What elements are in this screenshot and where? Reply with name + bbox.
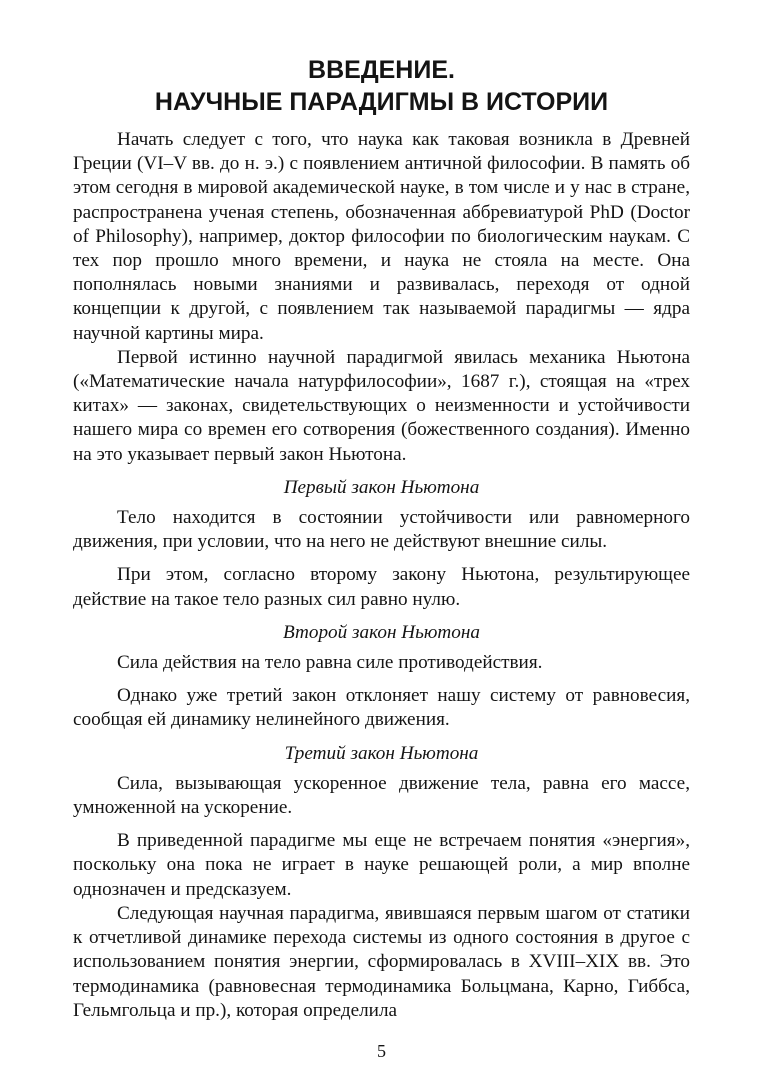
subheading-third-law: Третий закон Ньютона [284,742,479,764]
paragraph-third-law-note: Однако уже третий закон отклоняет нашу систему от равновесия, сообщая ей динамику нелинейного движения. [73,685,690,731]
page-number: 5 [377,1041,386,1061]
paragraph-third-law: Сила, вызывающая ускоренное движение тела, равна его массе, умноженной на ускорение. [73,772,690,819]
paragraph-second-law-note: При этом, согласно второму закону Ньютона, результирующее действие на такое тело разных сил равно нулю. [73,564,690,610]
paragraph-energy: В приведенной парадигме мы еще не встречаем понятия «энергия», поскольку она пока не играет в науке решающей роли, а мир вполне однозначен и предсказуем. [73,830,690,900]
chapter-title-line-1: ВВЕДЕНИЕ. [308,56,455,84]
paragraph-second-law: Сила действия на тело равна силе противодействия. [117,652,543,674]
subheading-second-law: Второй закон Ньютона [283,621,480,643]
body-text [73,128,690,1023]
subheading-first-law: Первый закон Ньютона [283,476,480,498]
paragraph-first-law: Тело находится в состоянии устойчивости или равномерного движения, при условии, что на него не действуют внешние силы. [73,507,690,553]
paragraph-newton-paradigm: Первой истинно научной парадигмой явилась механика Ньютона («Математические начала натурфилософии», 1687 г.), стоящая на «трех китах» — законах, свидетельствующих о неизменности и устойчивости нашего мира со времен его сотворения (божественного создания). Именно на это указывает первый закон Ньютона. [73,346,690,465]
paragraph-thermodynamics: Следующая научная парадигма, явившаяся первым шагом от статики к отчетливой динамике перехода системы из одного состояния в другое с использованием понятия энергии, сформировалась в XVIII–XIX вв. Это термодинамика (равновесная термодинамика Больцмана, Карно, Гиббса, Гельмгольца и пр.), которая определила [73,902,690,1021]
chapter-title-line-2: НАУЧНЫЕ ПАРАДИГМЫ В ИСТОРИИ [154,88,609,116]
paragraph-intro: Начать следует с того, что наука как таковая возникла в Древней Греции (VI–V вв. до н. э.) с появлением античной философии. В память об этом сегодня в мировой академической науке, в том числе и у нас в стране, распространена ученая степень, обозначенная аббревиатурой PhD (Doctor of Philosophy), например, доктор философии по биологическим наукам. С тех пор прошло много времени, и наука не стояла на месте. Она пополнялась новыми знаниями и развивалась, переходя от одной концепции к другой, с появлением так называемой парадигмы — ядра научной картины мира. [73,129,690,344]
